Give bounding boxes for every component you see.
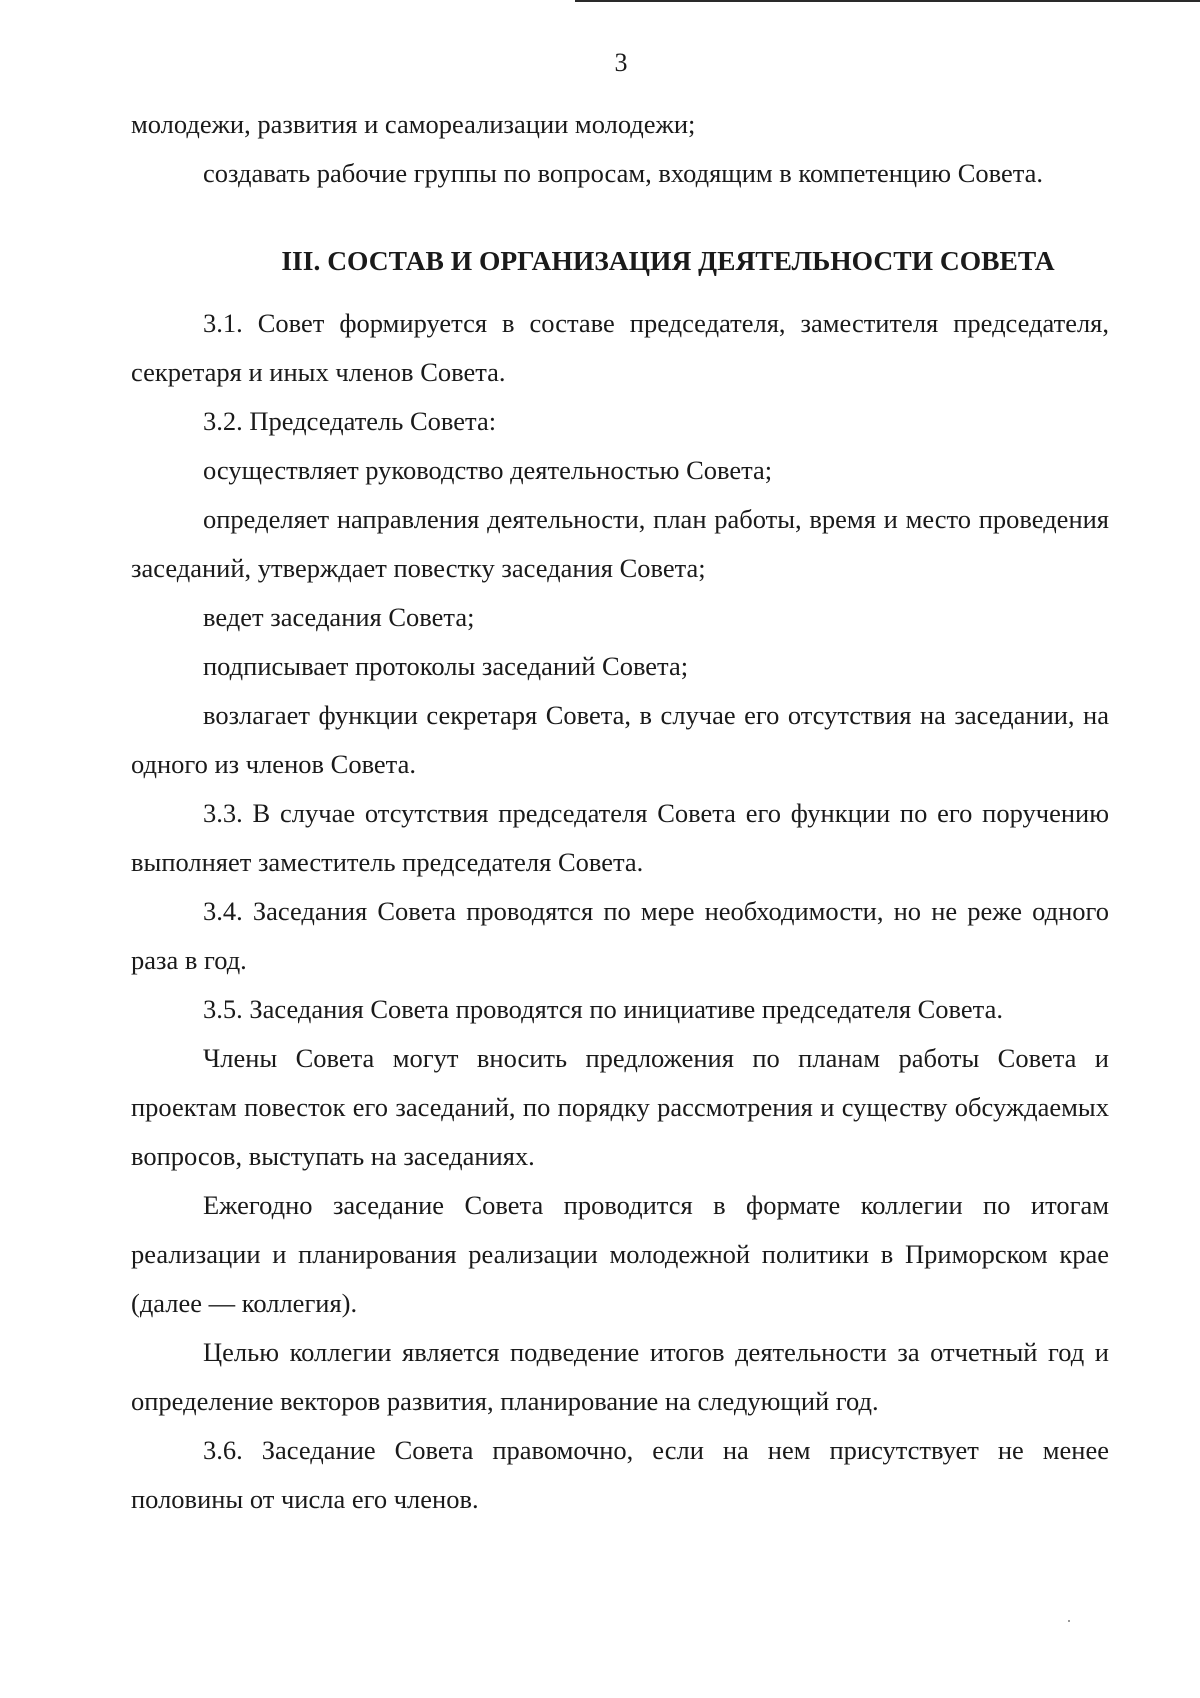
paragraph-3-6: 3.6. Заседание Совета правомочно, если на нем присутствует не менее половины от числа его членов. <box>131 1435 1109 1514</box>
paragraph-3-5: 3.5. Заседания Совета проводятся по инициативе председателя Совета. <box>203 994 1003 1024</box>
paragraph-3-2: 3.2. Председатель Совета: <box>203 406 497 436</box>
paragraph-chair-duty-4: подписывает протоколы заседаний Совета; <box>203 651 689 681</box>
paragraph-chair-duty-5: возлагает функции секретаря Совета, в случае его отсутствия на заседании, на одного из членов Совета. <box>131 700 1109 779</box>
paragraph-3-3: 3.3. В случае отсутствия председателя Совета его функции по его поручению выполняет заместитель председателя Совета. <box>131 798 1109 877</box>
paragraph-3-4: 3.4. Заседания Совета проводятся по мере необходимости, но не реже одного раза в год. <box>131 896 1109 975</box>
section-heading: III. СОСТАВ И ОРГАНИЗАЦИЯ ДЕЯТЕЛЬНОСТИ СОВЕТА <box>281 245 1055 276</box>
scan-speck <box>1068 1620 1070 1622</box>
scan-edge-line <box>575 0 1200 2</box>
paragraph-3-1: 3.1. Совет формируется в составе председателя, заместителя председателя, секретаря и иных членов Совета. <box>131 308 1109 387</box>
paragraph-chair-duty-2: определяет направления деятельности, план работы, время и место проведения заседаний, утверждает повестку заседания Совета; <box>131 504 1109 583</box>
paragraph-chair-duty-1: осуществляет руководство деятельностью Совета; <box>203 455 773 485</box>
document-body <box>131 100 1109 1524</box>
paragraph-annual-collegium: Ежегодно заседание Совета проводится в формате коллегии по итогам реализации и планирования реализации молодежной политики в Приморском крае (далее — коллегия). <box>131 1190 1109 1318</box>
page-number: 3 <box>614 48 628 77</box>
paragraph-collegium-goal: Целью коллегии является подведение итогов деятельности за отчетный год и определение векторов развития, планирование на следующий год. <box>131 1337 1109 1416</box>
paragraph-members-proposals: Члены Совета могут вносить предложения по планам работы Совета и проектам повесток его заседаний, по порядку рассмотрения и существу обсуждаемых вопросов, выступать на заседаниях. <box>131 1043 1109 1171</box>
paragraph-continuation: молодежи, развития и самореализации молодежи; <box>131 109 696 139</box>
paragraph-working-groups: создавать рабочие группы по вопросам, входящим в компетенцию Совета. <box>203 158 1044 188</box>
paragraph-chair-duty-3: ведет заседания Совета; <box>203 602 475 632</box>
